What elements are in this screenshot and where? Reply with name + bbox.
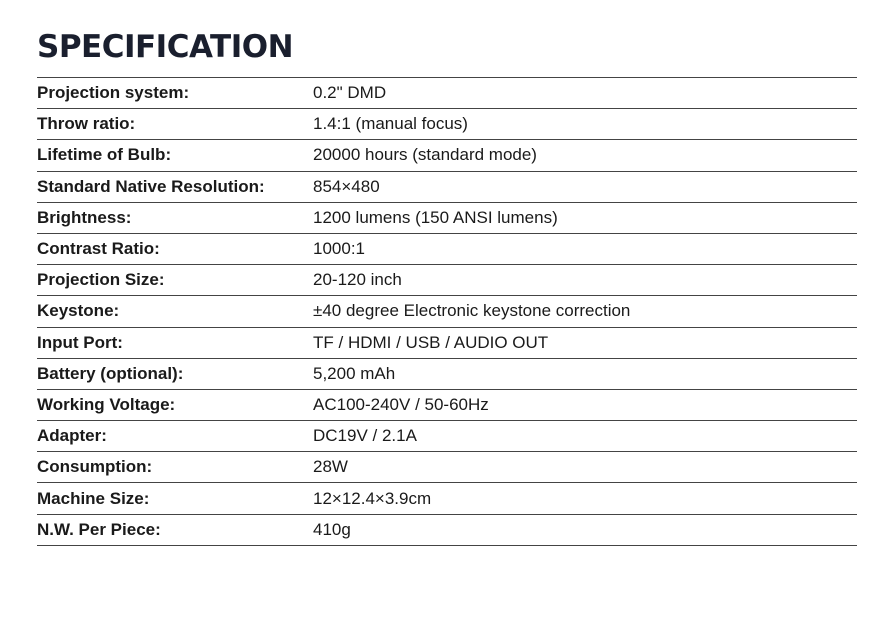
spec-row — [37, 328, 857, 359]
spec-label: Contrast Ratio: — [37, 239, 160, 259]
spec-row — [37, 78, 857, 109]
spec-value: 5,200 mAh — [313, 363, 396, 383]
spec-row — [37, 234, 857, 265]
spec-value: 20000 hours (standard mode) — [313, 145, 537, 165]
spec-label: Machine Size: — [37, 488, 150, 508]
spec-value: AC100-240V / 50-60Hz — [313, 394, 489, 414]
spec-value: 28W — [313, 457, 348, 477]
spec-label: Standard Native Resolution: — [37, 176, 265, 196]
spec-row — [37, 265, 857, 296]
spec-label: Lifetime of Bulb: — [37, 145, 172, 165]
spec-value: 1.4:1 (manual focus) — [313, 114, 468, 134]
spec-label: Keystone: — [37, 301, 120, 321]
spec-value: 0.2" DMD — [313, 83, 387, 103]
spec-table — [37, 77, 857, 546]
spec-row — [37, 203, 857, 234]
spec-label: Working Voltage: — [37, 394, 176, 414]
spec-value: 410g — [313, 519, 351, 539]
spec-label: N.W. Per Piece: — [37, 519, 161, 539]
spec-label: Throw ratio: — [37, 114, 136, 134]
spec-label: Battery (optional): — [37, 363, 184, 383]
spec-row — [37, 109, 857, 140]
spec-value: 12×12.4×3.9cm — [313, 488, 432, 508]
spec-row — [37, 452, 857, 483]
spec-label: Input Port: — [37, 332, 123, 352]
spec-row — [37, 140, 857, 171]
spec-value: 854×480 — [313, 176, 380, 196]
spec-value: 20-120 inch — [313, 270, 402, 290]
spec-value: TF / HDMI / USB / AUDIO OUT — [313, 332, 549, 352]
spec-row — [37, 390, 857, 421]
spec-row — [37, 421, 857, 452]
spec-row — [37, 515, 857, 546]
spec-label: Brightness: — [37, 207, 132, 227]
spec-row — [37, 172, 857, 203]
spec-value: ±40 degree Electronic keystone correction — [313, 301, 631, 321]
page-title: SPECIFICATION — [37, 29, 294, 65]
spec-label: Adapter: — [37, 426, 107, 446]
spec-label: Projection system: — [37, 83, 190, 103]
spec-row — [37, 359, 857, 390]
spec-value: 1000:1 — [313, 239, 365, 259]
spec-label: Projection Size: — [37, 270, 165, 290]
spec-value: 1200 lumens (150 ANSI lumens) — [313, 207, 558, 227]
spec-row — [37, 296, 857, 327]
spec-row — [37, 483, 857, 514]
spec-value: DC19V / 2.1A — [313, 426, 417, 446]
spec-label: Consumption: — [37, 457, 153, 477]
